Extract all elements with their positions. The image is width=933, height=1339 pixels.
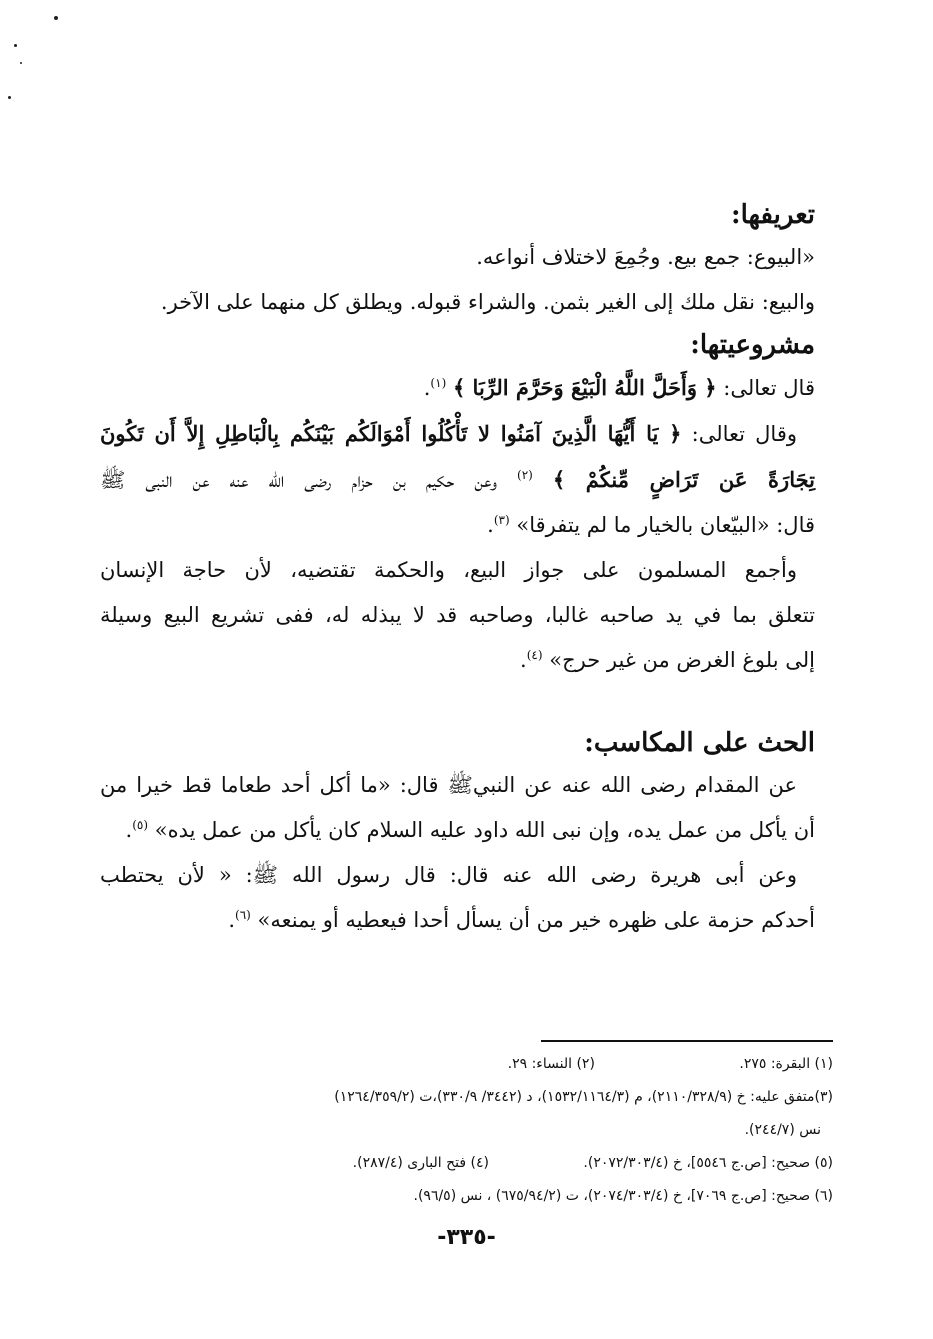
verse-2-text-b: تِجَارَةً عَن تَرَاضٍ مِّنكُمْ ﴾	[552, 467, 815, 492]
footnote-5: (٥) صحيح: [ص.ج ٥٥٤٦]، خ (٢٠٧٢/٣٠٣/٤).	[583, 1155, 833, 1171]
hadith-1-line-1: عن المقدام رضى الله عنه عن النبيﷺ قال: «ما أكل أحد طعاما قط خيرا من	[100, 773, 797, 797]
hadith-text: قال: «البيّعان بالخيار ما لم يتفرقا»	[516, 513, 815, 537]
scan-speck	[54, 16, 58, 20]
footnote-ref: (٥)	[132, 818, 149, 832]
footnote-row-3	[100, 1147, 833, 1180]
definition-line-2: والبيع: نقل ملك إلى الغير بثمن. والشراء قبوله. ويطلق كل منهما على الآخر.	[160, 290, 815, 314]
scan-speck	[20, 62, 22, 64]
hadith-1-text-2: أن يأكل من عمل يده، وإن نبى الله داود عليه السلام كان يأكل من عمل يده»	[154, 818, 815, 842]
verse-1: قال تعالى: ﴿ وَأَحَلَّ اللَّهُ الْبَيْعَ وَحَرَّمَ الرِّبَا ﴾ $^{(١)}$.	[423, 375, 815, 400]
footnote-1: (١) البقرة: ٢٧٥.	[739, 1056, 833, 1072]
footnote-ref: (٦)	[235, 908, 251, 922]
definition-heading: تعريفها:	[730, 200, 815, 230]
footnote-ref: (١)	[430, 376, 447, 390]
hadith-2-line-1: وعن أبى هريرة رضى الله عنه قال: قال رسول الله ﷺ: « لأن يحتطب	[100, 863, 797, 887]
footnote-6: (٦) صحيح: [ص.ج ٧٠٦٩]، خ (٢٠٧٤/٣٠٣/٤)، ت (٦٧٥/٩٤/٢) ، نس (٩٦/٥).	[413, 1188, 833, 1204]
hadith-2-line-2: أحدكم حزمة على ظهره خير من أن يسأل أحدا فيعطيه أو يمنعه» $^{(٦)}$.	[228, 908, 815, 932]
verse-1-text: ﴿ وَأَحَلَّ اللَّهُ الْبَيْعَ وَحَرَّمَ الرِّبَا ﴾	[452, 375, 717, 400]
consensus-text-3: إلى بلوغ الغرض من غير حرج»	[549, 648, 815, 672]
hadith-intro: وعن حكيم بن حزام رضى الله عنه عن النبى ﷺ	[100, 468, 497, 492]
footnote-4: (٤) فتح البارى (٢٨٧/٤).	[352, 1155, 489, 1171]
consensus-line-3: إلى بلوغ الغرض من غير حرج» $^{(٤)}$.	[520, 648, 815, 672]
legitimacy-heading: مشروعيتها:	[690, 330, 815, 360]
consensus-line-1: وأجمع المسلمون على جواز البيع، والحكمة تقتضيه، لأن حاجة الإنسان	[100, 558, 797, 582]
verse-2-line-1	[100, 411, 815, 457]
footnote-ref: (٤)	[526, 648, 543, 662]
main-text	[100, 195, 815, 943]
page-number: -٣٣٥-	[437, 1225, 496, 1250]
footnote-3-continued: نس (٢٤٤/٧).	[744, 1122, 821, 1138]
footnote-3: (٣)متفق عليه: خ (٢١١٠/٣٢٨/٩)، م (١٥٣٢/١١٦٤/٣)، د (٣٤٤٢/ ٣٣٠/٩)،ت (١٢٦٤/٣٥٩/٢)	[334, 1089, 833, 1105]
footnote-separator	[541, 1040, 833, 1042]
scan-speck	[14, 44, 17, 47]
verse-2-intro: وقال تعالى:	[691, 422, 798, 446]
footnote-ref: (٢)	[517, 468, 533, 482]
consensus-line-2: تتعلق بما في يد صاحبه غالبا، وصاحبه قد لا يبذله له، ففى تشريع البيع وسيلة	[100, 603, 815, 627]
footnote-row-1	[100, 1048, 833, 1081]
verse-1-intro: قال تعالى:	[723, 376, 815, 400]
footnote-2: (٢) النساء: ٢٩.	[507, 1056, 595, 1072]
hadith-line: قال: «البيّعان بالخيار ما لم يتفرقا» $^{(٣)}$.	[487, 513, 815, 537]
verse-2-line-2	[100, 457, 815, 503]
verse-2-text-a: ﴿ يَا أَيُّهَا الَّذِينَ آمَنُوا لا تَأْكُلُوا أَمْوَالَكُم بَيْنَكُم بِالْبَاطِلِ إِلاَّ أَن تَكُونَ	[100, 421, 682, 446]
hadith-2-text-2: أحدكم حزمة على ظهره خير من أن يسأل أحدا فيعطيه أو يمنعه»	[257, 908, 815, 932]
earning-heading: الحث على المكاسب:	[584, 728, 815, 758]
footnotes	[100, 1048, 833, 1213]
definition-line-1: «البيوع: جمع بيع. وجُمِعَ لاختلاف أنواعه.	[476, 245, 815, 269]
section-gap	[100, 683, 815, 723]
hadith-1-line-2: أن يأكل من عمل يده، وإن نبى الله داود عليه السلام كان يأكل من عمل يده» $^{(٥)}$.	[125, 818, 815, 842]
footnote-ref: (٣)	[493, 513, 510, 527]
scan-speck	[8, 96, 11, 99]
